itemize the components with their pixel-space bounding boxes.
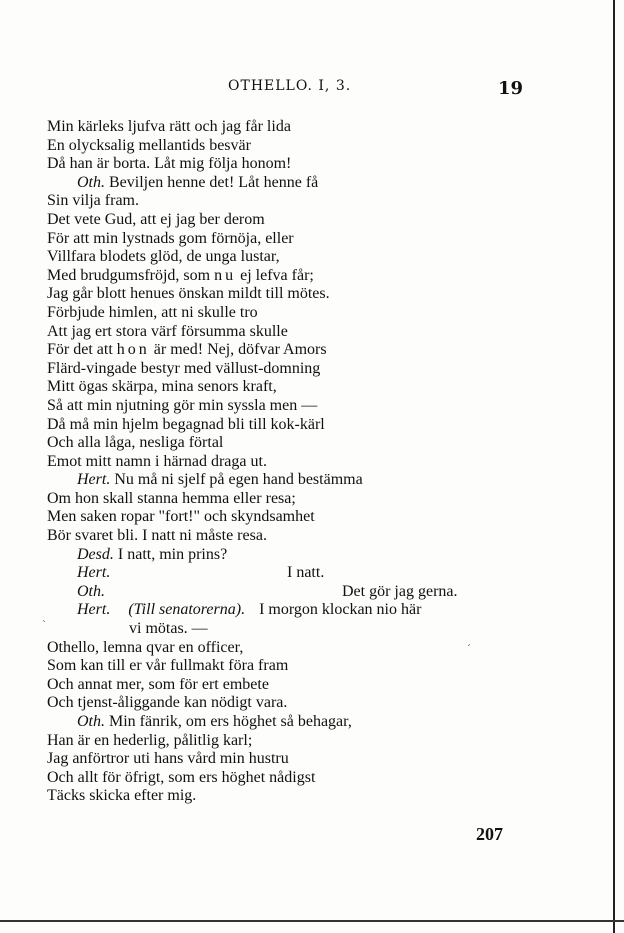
stray-mark: ˋ (42, 620, 47, 631)
verse-line (47, 546, 597, 565)
verse-text: är med! Nej, döfvar Amors (149, 341, 327, 359)
speaker-name: Desd. (77, 545, 114, 563)
verse-line: Förbjude himlen, att ni skulle tro (47, 303, 258, 321)
verse-line: Som kan till er vår fullmakt föra fram (47, 657, 289, 675)
verse-line (47, 564, 597, 583)
verse-text: För det att (47, 341, 117, 359)
verse-line (47, 601, 597, 620)
verse-line (47, 713, 597, 732)
verse-line (47, 267, 597, 286)
verse-text: Med brudgumsfröjd, som (47, 266, 215, 284)
verse-line (47, 583, 597, 602)
verse-text: I natt, min prins? (113, 545, 228, 563)
verse-line: Jag anförtror uti hans vård min hustru (47, 750, 289, 768)
speaker-name: Hert. (77, 564, 111, 582)
page-number: 19 (498, 78, 524, 99)
verse-line: Och annat mer, som för ert embete (47, 675, 269, 693)
play-text (47, 118, 597, 806)
verse-line: Och allt för öfrigt, som ers höghet nådigst (47, 768, 316, 786)
verse-text: Nu må ni sjelf på egen hand bestämma (110, 471, 363, 489)
verse-line: Han är en hederlig, pålitlig karl; (47, 731, 253, 749)
verse-line: Så att min njutning gör min syssla men — (47, 396, 318, 414)
verse-line: Täcks skicka efter mig. (47, 787, 197, 805)
page-edge-bottom (0, 920, 624, 922)
verse-line: För att min lystnads gom förnöja, eller (47, 229, 294, 247)
verse-line: Mitt ögas skärpa, mina senors kraft, (47, 378, 277, 396)
verse-text: Min fänrik, om ers höghet så behagar, (105, 713, 352, 730)
speaker-name: Hert. (77, 601, 111, 619)
speaker-name: Hert. (77, 471, 111, 489)
speaker-name: Oth. (77, 713, 105, 730)
verse-line: Det vete Gud, att ej jag ber derom (47, 210, 265, 228)
running-title: OTHELLO. I, 3. (228, 78, 352, 94)
verse-line (47, 341, 597, 360)
verse-line (47, 471, 597, 490)
speaker-name: Oth. (77, 582, 105, 600)
verse-line: Då han är borta. Låt mig följa honom! (47, 155, 292, 173)
verse-line: Jag går blott henues önskan mildt till mötes. (47, 285, 330, 303)
stray-mark: ˊ (466, 644, 471, 655)
verse-line: Och tjenst-åliggande kan nödigt vara. (47, 694, 288, 712)
speaker-name: Oth. (77, 173, 105, 191)
verse-line: Flärd-vingade bestyr med vällust-domning (47, 359, 321, 377)
page-edge-right (613, 0, 615, 933)
stage-direction: (Till senatorerna). (128, 601, 246, 619)
verse-line: Emot mitt namn i härnad draga ut. (47, 452, 267, 470)
verse-continuation: vi mötas. — (129, 620, 208, 638)
verse-line: Othello, lemna qvar en officer, (47, 638, 244, 656)
verse-text: ej lefva får; (236, 266, 314, 284)
emphasized-word: hon (116, 341, 150, 359)
verse-text: I morgon klockan nio här (259, 601, 422, 619)
verse-line: En olycksalig mellantids besvär (47, 136, 251, 154)
verse-line (47, 174, 597, 193)
verse-line: Då må min hjelm begagnad bli till kok-kärl (47, 415, 325, 433)
verse-line (47, 620, 597, 639)
verse-text: Beviljen henne det! Låt henne få (105, 173, 319, 191)
verse-text: I natt. (287, 564, 325, 582)
verse-line: Min kärleks ljufva rätt och jag får lida (47, 118, 291, 135)
verse-line: Men saken ropar "fort!" och skyndsamhet (47, 508, 315, 526)
verse-line: Sin vilja fram. (47, 192, 139, 210)
verse-line: Att jag ert stora värf försumma skulle (47, 322, 288, 340)
signature-mark: 207 (476, 824, 503, 844)
verse-line: Om hon skall stanna hemma eller resa; (47, 489, 296, 507)
verse-text: Det gör jag gerna. (342, 582, 458, 600)
emphasized-word: nu (214, 266, 237, 284)
verse-line: Och alla låga, nesliga förtal (47, 434, 224, 452)
verse-line: Bör svaret bli. I natt ni måste resa. (47, 527, 267, 545)
verse-line: Villfara blodets glöd, de unga lustar, (47, 248, 280, 266)
